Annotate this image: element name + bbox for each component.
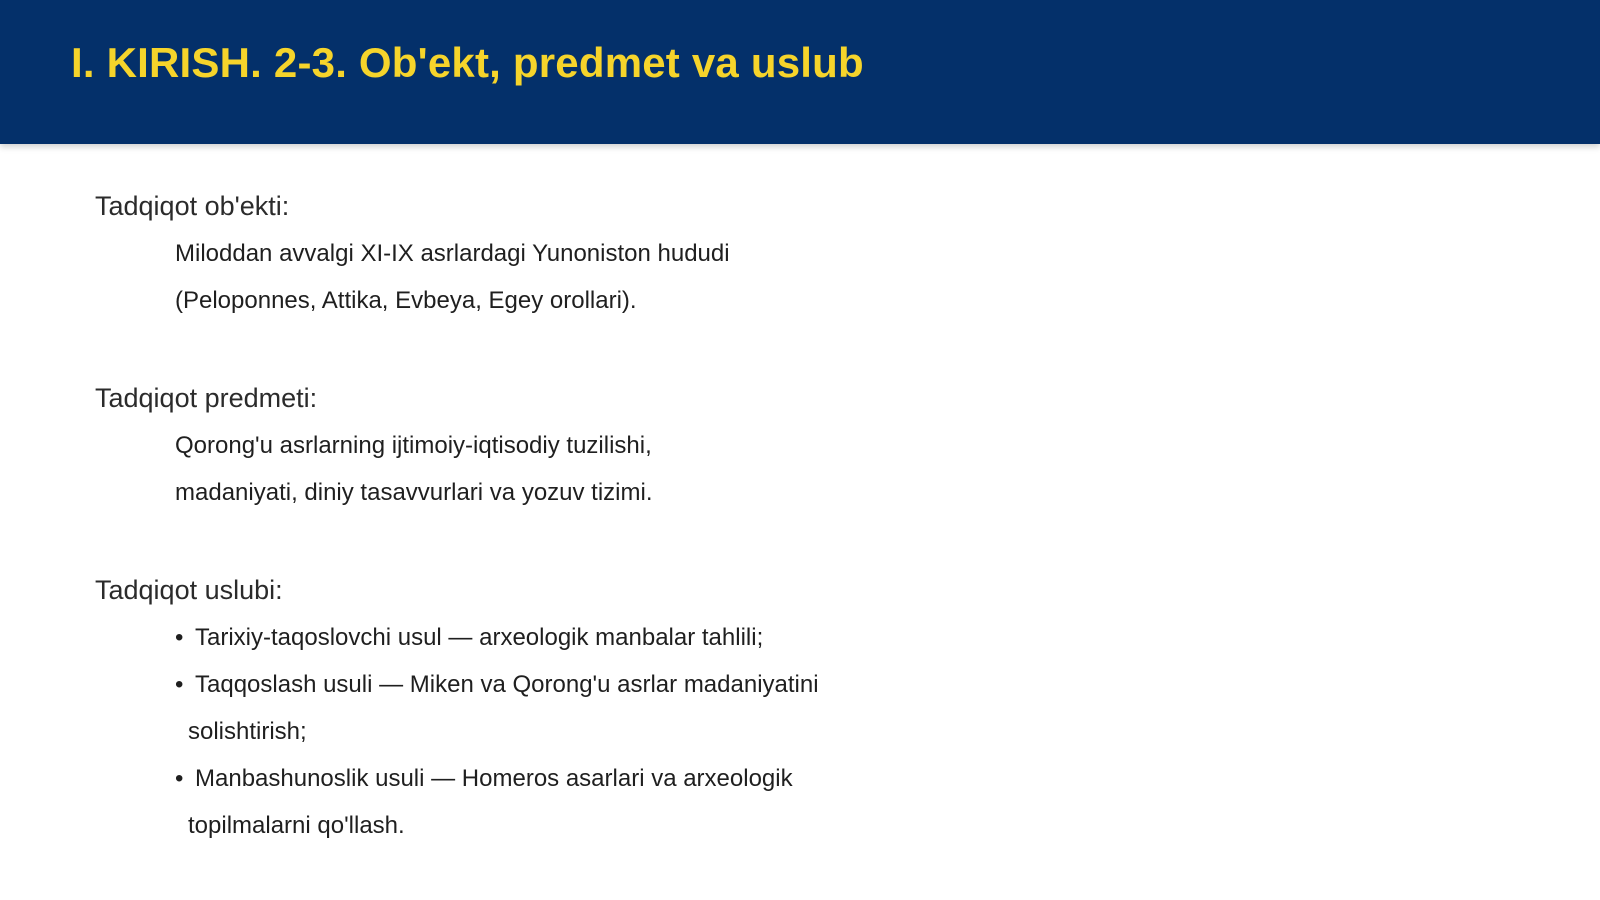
body-line: madaniyati, diniy tasavvurlari va yozuv tizimi. — [175, 479, 653, 506]
section-heading: Tadqiqot predmeti: — [95, 383, 318, 413]
body-line: Miloddan avvalgi XI-IX asrlardagi Yunoniston hududi — [175, 240, 730, 267]
section-method — [95, 568, 1395, 849]
section-heading: Tadqiqot uslubi: — [95, 575, 283, 605]
bullet-line: topilmalarni qo'llash. — [188, 812, 405, 839]
slide-content — [95, 184, 1395, 849]
bullet-line: Taqqoslash usuli — Miken va Qorong'u asrlar madaniyatini — [195, 671, 819, 698]
section-heading: Tadqiqot ob'ekti: — [95, 191, 290, 221]
slide-title: I. KIRISH. 2-3. Ob'ekt, predmet va uslub — [71, 39, 864, 86]
list-item — [175, 755, 1395, 849]
bullet-icon: • — [175, 765, 184, 792]
list-item — [175, 661, 1395, 755]
body-line: (Peloponnes, Attika, Evbeya, Egey orollari). — [175, 287, 637, 314]
section-body — [175, 422, 1395, 516]
bullet-line: solishtirish; — [188, 718, 307, 745]
bullet-line: Manbashunoslik usuli — Homeros asarlari va arxeologik — [195, 765, 793, 792]
body-line: Qorong'u asrlarning ijtimoiy-iqtisodiy tuzilishi, — [175, 432, 652, 459]
list-item — [175, 614, 1395, 661]
method-list — [175, 614, 1395, 849]
bullet-icon: • — [175, 624, 184, 651]
slide-header — [0, 0, 1600, 144]
bullet-icon: • — [175, 671, 184, 698]
bullet-line: Tarixiy-taqoslovchi usul — arxeologik manbalar tahlili; — [195, 624, 764, 651]
section-subject — [95, 376, 1395, 516]
section-object — [95, 184, 1395, 324]
section-body — [175, 230, 1395, 324]
